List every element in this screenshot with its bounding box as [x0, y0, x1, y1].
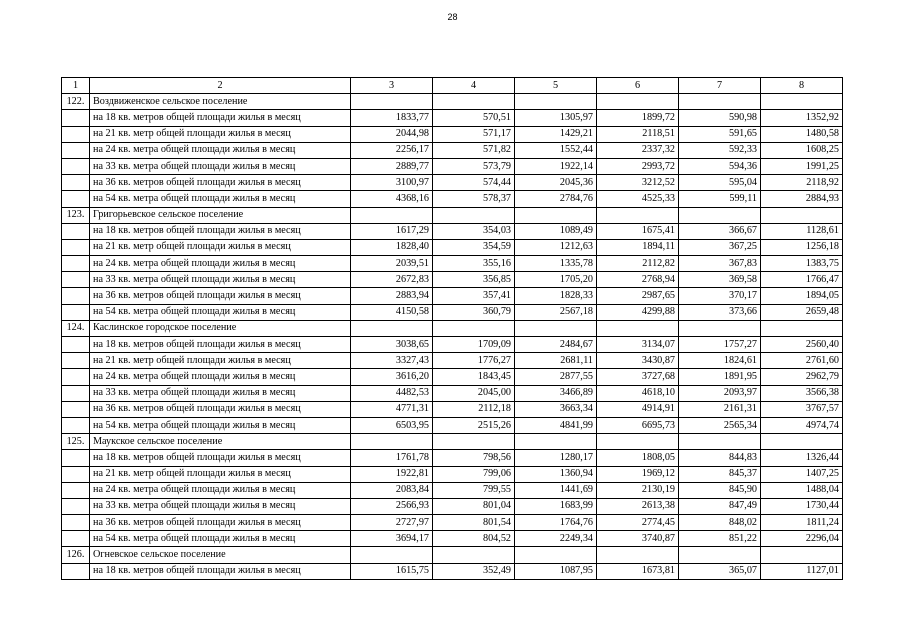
empty-cell: [433, 547, 515, 563]
row-label: на 33 кв. метра общей площади жилья в месяц: [90, 385, 351, 401]
value-cell: 1833,77: [351, 110, 433, 126]
value-cell: 799,06: [433, 466, 515, 482]
empty-cell: [351, 207, 433, 223]
value-cell: 1617,29: [351, 223, 433, 239]
value-cell: 3663,34: [515, 401, 597, 417]
value-cell: 2130,19: [597, 482, 679, 498]
settlement-name: Каслинское городское поселение: [90, 320, 351, 336]
tariff-table: [61, 77, 843, 580]
empty-cell: [433, 94, 515, 110]
empty-cell: [433, 320, 515, 336]
header-cell: 5: [515, 78, 597, 94]
value-cell: 6503,95: [351, 417, 433, 433]
value-cell: 1480,58: [761, 126, 843, 142]
value-cell: 1891,95: [679, 369, 761, 385]
table-row: [62, 353, 843, 369]
settlement-row: [62, 207, 843, 223]
value-cell: 591,65: [679, 126, 761, 142]
row-label: на 21 кв. метр общей площади жилья в месяц: [90, 466, 351, 482]
header-cell: 4: [433, 78, 515, 94]
value-cell: 1843,45: [433, 369, 515, 385]
value-cell: 370,17: [679, 288, 761, 304]
empty-cell: [62, 142, 90, 158]
empty-cell: [62, 191, 90, 207]
value-cell: 1608,25: [761, 142, 843, 158]
table-row: [62, 417, 843, 433]
value-cell: 2161,31: [679, 401, 761, 417]
value-cell: 2993,72: [597, 158, 679, 174]
value-cell: 848,02: [679, 515, 761, 531]
settlement-name: Огневское сельское поселение: [90, 547, 351, 563]
value-cell: 2768,94: [597, 272, 679, 288]
row-label: на 54 кв. метра общей площади жилья в месяц: [90, 191, 351, 207]
value-cell: 2761,60: [761, 353, 843, 369]
empty-cell: [62, 223, 90, 239]
value-cell: 355,16: [433, 256, 515, 272]
value-cell: 1615,75: [351, 563, 433, 579]
value-cell: 1683,99: [515, 498, 597, 514]
value-cell: 2112,82: [597, 256, 679, 272]
value-cell: 2877,55: [515, 369, 597, 385]
empty-cell: [62, 304, 90, 320]
empty-cell: [679, 207, 761, 223]
empty-cell: [62, 272, 90, 288]
empty-cell: [761, 547, 843, 563]
value-cell: 2659,48: [761, 304, 843, 320]
table-row: [62, 256, 843, 272]
value-cell: 1441,69: [515, 482, 597, 498]
empty-cell: [597, 94, 679, 110]
value-cell: 1811,24: [761, 515, 843, 531]
table-row: [62, 142, 843, 158]
value-cell: 1675,41: [597, 223, 679, 239]
empty-cell: [515, 320, 597, 336]
row-label: на 21 кв. метр общей площади жилья в месяц: [90, 239, 351, 255]
empty-cell: [515, 207, 597, 223]
row-label: на 36 кв. метров общей площади жилья в месяц: [90, 401, 351, 417]
value-cell: 2774,45: [597, 515, 679, 531]
value-cell: 571,17: [433, 126, 515, 142]
value-cell: 2560,40: [761, 337, 843, 353]
value-cell: 4368,16: [351, 191, 433, 207]
value-cell: 1087,95: [515, 563, 597, 579]
settlement-row: [62, 547, 843, 563]
table-row: [62, 288, 843, 304]
row-label: на 24 кв. метра общей площади жилья в месяц: [90, 482, 351, 498]
value-cell: 573,79: [433, 158, 515, 174]
settlement-number: 125.: [62, 434, 90, 450]
empty-cell: [597, 207, 679, 223]
value-cell: 1256,18: [761, 239, 843, 255]
value-cell: 1824,61: [679, 353, 761, 369]
empty-cell: [62, 466, 90, 482]
value-cell: 1280,17: [515, 450, 597, 466]
empty-cell: [597, 320, 679, 336]
row-label: на 21 кв. метр общей площади жилья в месяц: [90, 353, 351, 369]
table-row: [62, 110, 843, 126]
value-cell: 3134,07: [597, 337, 679, 353]
value-cell: 4841,99: [515, 417, 597, 433]
empty-cell: [62, 563, 90, 579]
value-cell: 3466,89: [515, 385, 597, 401]
value-cell: 1730,44: [761, 498, 843, 514]
empty-cell: [62, 385, 90, 401]
value-cell: 1828,40: [351, 239, 433, 255]
value-cell: 574,44: [433, 175, 515, 191]
value-cell: 4482,53: [351, 385, 433, 401]
row-label: на 33 кв. метра общей площади жилья в месяц: [90, 158, 351, 174]
row-label: на 18 кв. метров общей площади жилья в месяц: [90, 563, 351, 579]
value-cell: 3616,20: [351, 369, 433, 385]
settlement-name: Воздвиженское сельское поселение: [90, 94, 351, 110]
value-cell: 367,83: [679, 256, 761, 272]
table-row: [62, 515, 843, 531]
value-cell: 1360,94: [515, 466, 597, 482]
value-cell: 799,55: [433, 482, 515, 498]
value-cell: 2093,97: [679, 385, 761, 401]
table-row: [62, 158, 843, 174]
value-cell: 366,67: [679, 223, 761, 239]
value-cell: 2784,76: [515, 191, 597, 207]
row-label: на 33 кв. метра общей площади жилья в месяц: [90, 498, 351, 514]
row-label: на 33 кв. метра общей площади жилья в месяц: [90, 272, 351, 288]
value-cell: 1757,27: [679, 337, 761, 353]
value-cell: 1673,81: [597, 563, 679, 579]
value-cell: 2296,04: [761, 531, 843, 547]
value-cell: 1335,78: [515, 256, 597, 272]
value-cell: 2883,94: [351, 288, 433, 304]
empty-cell: [761, 94, 843, 110]
empty-cell: [62, 417, 90, 433]
table-row: [62, 498, 843, 514]
row-label: на 18 кв. метров общей площади жилья в месяц: [90, 450, 351, 466]
table-row: [62, 272, 843, 288]
empty-cell: [62, 175, 90, 191]
value-cell: 1766,47: [761, 272, 843, 288]
empty-cell: [62, 498, 90, 514]
settlement-number: 126.: [62, 547, 90, 563]
value-cell: 2118,51: [597, 126, 679, 142]
table-row: [62, 304, 843, 320]
table-row: [62, 450, 843, 466]
empty-cell: [515, 547, 597, 563]
value-cell: 352,49: [433, 563, 515, 579]
value-cell: 1969,12: [597, 466, 679, 482]
value-cell: 594,36: [679, 158, 761, 174]
value-cell: 3566,38: [761, 385, 843, 401]
empty-cell: [351, 320, 433, 336]
page-number: 28: [447, 12, 458, 22]
value-cell: 2044,98: [351, 126, 433, 142]
value-cell: 4914,91: [597, 401, 679, 417]
value-cell: 1776,27: [433, 353, 515, 369]
value-cell: 3694,17: [351, 531, 433, 547]
value-cell: 2045,00: [433, 385, 515, 401]
value-cell: 4618,10: [597, 385, 679, 401]
value-cell: 4299,88: [597, 304, 679, 320]
value-cell: 1828,33: [515, 288, 597, 304]
value-cell: 2045,36: [515, 175, 597, 191]
value-cell: 847,49: [679, 498, 761, 514]
value-cell: 4771,31: [351, 401, 433, 417]
value-cell: 2727,97: [351, 515, 433, 531]
table-row: [62, 466, 843, 482]
value-cell: 845,37: [679, 466, 761, 482]
empty-cell: [62, 256, 90, 272]
table-body: [62, 78, 843, 580]
value-cell: 360,79: [433, 304, 515, 320]
empty-cell: [351, 434, 433, 450]
empty-cell: [761, 434, 843, 450]
value-cell: 1305,97: [515, 110, 597, 126]
value-cell: 369,58: [679, 272, 761, 288]
value-cell: 1761,78: [351, 450, 433, 466]
value-cell: 2256,17: [351, 142, 433, 158]
value-cell: 1326,44: [761, 450, 843, 466]
row-label: на 54 кв. метра общей площади жилья в месяц: [90, 417, 351, 433]
value-cell: 2962,79: [761, 369, 843, 385]
value-cell: 2681,11: [515, 353, 597, 369]
value-cell: 4525,33: [597, 191, 679, 207]
value-cell: 804,52: [433, 531, 515, 547]
value-cell: 571,82: [433, 142, 515, 158]
value-cell: 1922,81: [351, 466, 433, 482]
value-cell: 1991,25: [761, 158, 843, 174]
table-row: [62, 369, 843, 385]
empty-cell: [351, 547, 433, 563]
row-label: на 36 кв. метров общей площади жилья в месяц: [90, 288, 351, 304]
value-cell: 2613,38: [597, 498, 679, 514]
value-cell: 590,98: [679, 110, 761, 126]
empty-cell: [62, 353, 90, 369]
value-cell: 599,11: [679, 191, 761, 207]
settlement-name: Григорьевское сельское поселение: [90, 207, 351, 223]
value-cell: 373,66: [679, 304, 761, 320]
table-row: [62, 385, 843, 401]
empty-cell: [62, 288, 90, 304]
empty-cell: [679, 94, 761, 110]
table-row: [62, 482, 843, 498]
value-cell: 3740,87: [597, 531, 679, 547]
value-cell: 1429,21: [515, 126, 597, 142]
value-cell: 6695,73: [597, 417, 679, 433]
value-cell: 2567,18: [515, 304, 597, 320]
empty-cell: [515, 94, 597, 110]
value-cell: 570,51: [433, 110, 515, 126]
table-row: [62, 126, 843, 142]
header-cell: 8: [761, 78, 843, 94]
value-cell: 4150,58: [351, 304, 433, 320]
table-row: [62, 401, 843, 417]
row-label: на 54 кв. метра общей площади жилья в месяц: [90, 304, 351, 320]
empty-cell: [679, 434, 761, 450]
header-cell: 6: [597, 78, 679, 94]
value-cell: 1127,01: [761, 563, 843, 579]
value-cell: 2566,93: [351, 498, 433, 514]
value-cell: 356,85: [433, 272, 515, 288]
value-cell: 844,83: [679, 450, 761, 466]
value-cell: 1922,14: [515, 158, 597, 174]
value-cell: 2039,51: [351, 256, 433, 272]
empty-cell: [62, 482, 90, 498]
table-row: [62, 531, 843, 547]
value-cell: 367,25: [679, 239, 761, 255]
empty-cell: [679, 320, 761, 336]
value-cell: 1705,20: [515, 272, 597, 288]
value-cell: 2889,77: [351, 158, 433, 174]
value-cell: 1128,61: [761, 223, 843, 239]
empty-cell: [433, 207, 515, 223]
value-cell: 3767,57: [761, 401, 843, 417]
row-label: на 18 кв. метров общей площади жилья в месяц: [90, 223, 351, 239]
value-cell: 354,03: [433, 223, 515, 239]
empty-cell: [351, 94, 433, 110]
settlement-name: Маукское сельское поселение: [90, 434, 351, 450]
row-label: на 18 кв. метров общей площади жилья в месяц: [90, 337, 351, 353]
empty-cell: [597, 547, 679, 563]
row-label: на 24 кв. метра общей площади жилья в месяц: [90, 142, 351, 158]
value-cell: 578,37: [433, 191, 515, 207]
empty-cell: [62, 337, 90, 353]
value-cell: 1808,05: [597, 450, 679, 466]
empty-cell: [62, 515, 90, 531]
empty-cell: [433, 434, 515, 450]
value-cell: 1894,05: [761, 288, 843, 304]
value-cell: 1383,75: [761, 256, 843, 272]
row-label: на 18 кв. метров общей площади жилья в месяц: [90, 110, 351, 126]
settlement-row: [62, 434, 843, 450]
empty-cell: [679, 547, 761, 563]
value-cell: 592,33: [679, 142, 761, 158]
empty-cell: [62, 110, 90, 126]
row-label: на 36 кв. метров общей площади жилья в месяц: [90, 515, 351, 531]
row-label: на 24 кв. метра общей площади жилья в месяц: [90, 369, 351, 385]
settlement-row: [62, 320, 843, 336]
settlement-number: 124.: [62, 320, 90, 336]
empty-cell: [597, 434, 679, 450]
table-row: [62, 175, 843, 191]
value-cell: 801,54: [433, 515, 515, 531]
value-cell: 3327,43: [351, 353, 433, 369]
value-cell: 1407,25: [761, 466, 843, 482]
empty-cell: [62, 450, 90, 466]
value-cell: 3212,52: [597, 175, 679, 191]
value-cell: 1089,49: [515, 223, 597, 239]
settlement-number: 123.: [62, 207, 90, 223]
empty-cell: [62, 401, 90, 417]
row-label: на 54 кв. метра общей площади жилья в месяц: [90, 531, 351, 547]
empty-cell: [62, 369, 90, 385]
value-cell: 2565,34: [679, 417, 761, 433]
value-cell: 845,90: [679, 482, 761, 498]
header-row: [62, 78, 843, 94]
value-cell: 2112,18: [433, 401, 515, 417]
empty-cell: [62, 239, 90, 255]
value-cell: 801,04: [433, 498, 515, 514]
value-cell: 2672,83: [351, 272, 433, 288]
value-cell: 4974,74: [761, 417, 843, 433]
header-cell: 3: [351, 78, 433, 94]
value-cell: 1488,04: [761, 482, 843, 498]
value-cell: 2987,65: [597, 288, 679, 304]
value-cell: 1894,11: [597, 239, 679, 255]
value-cell: 357,41: [433, 288, 515, 304]
empty-cell: [761, 207, 843, 223]
table-row: [62, 239, 843, 255]
value-cell: 2337,32: [597, 142, 679, 158]
settlement-number: 122.: [62, 94, 90, 110]
empty-cell: [515, 434, 597, 450]
settlement-row: [62, 94, 843, 110]
row-label: на 24 кв. метра общей площади жилья в месяц: [90, 256, 351, 272]
value-cell: 2249,34: [515, 531, 597, 547]
value-cell: 851,22: [679, 531, 761, 547]
value-cell: 3727,68: [597, 369, 679, 385]
value-cell: 365,07: [679, 563, 761, 579]
table-row: [62, 191, 843, 207]
value-cell: 1709,09: [433, 337, 515, 353]
value-cell: 595,04: [679, 175, 761, 191]
value-cell: 2083,84: [351, 482, 433, 498]
value-cell: 2484,67: [515, 337, 597, 353]
value-cell: 1899,72: [597, 110, 679, 126]
value-cell: 2884,93: [761, 191, 843, 207]
header-cell: 7: [679, 78, 761, 94]
value-cell: 3100,97: [351, 175, 433, 191]
value-cell: 3038,65: [351, 337, 433, 353]
row-label: на 21 кв. метр общей площади жилья в месяц: [90, 126, 351, 142]
value-cell: 3430,87: [597, 353, 679, 369]
table-row: [62, 223, 843, 239]
empty-cell: [62, 158, 90, 174]
empty-cell: [62, 126, 90, 142]
value-cell: 2118,92: [761, 175, 843, 191]
value-cell: 1212,63: [515, 239, 597, 255]
row-label: на 36 кв. метров общей площади жилья в месяц: [90, 175, 351, 191]
table-row: [62, 563, 843, 579]
empty-cell: [761, 320, 843, 336]
table-row: [62, 337, 843, 353]
header-cell: 1: [62, 78, 90, 94]
value-cell: 1552,44: [515, 142, 597, 158]
value-cell: 2515,26: [433, 417, 515, 433]
header-cell: 2: [90, 78, 351, 94]
value-cell: 354,59: [433, 239, 515, 255]
value-cell: 1352,92: [761, 110, 843, 126]
value-cell: 1764,76: [515, 515, 597, 531]
empty-cell: [62, 531, 90, 547]
value-cell: 798,56: [433, 450, 515, 466]
